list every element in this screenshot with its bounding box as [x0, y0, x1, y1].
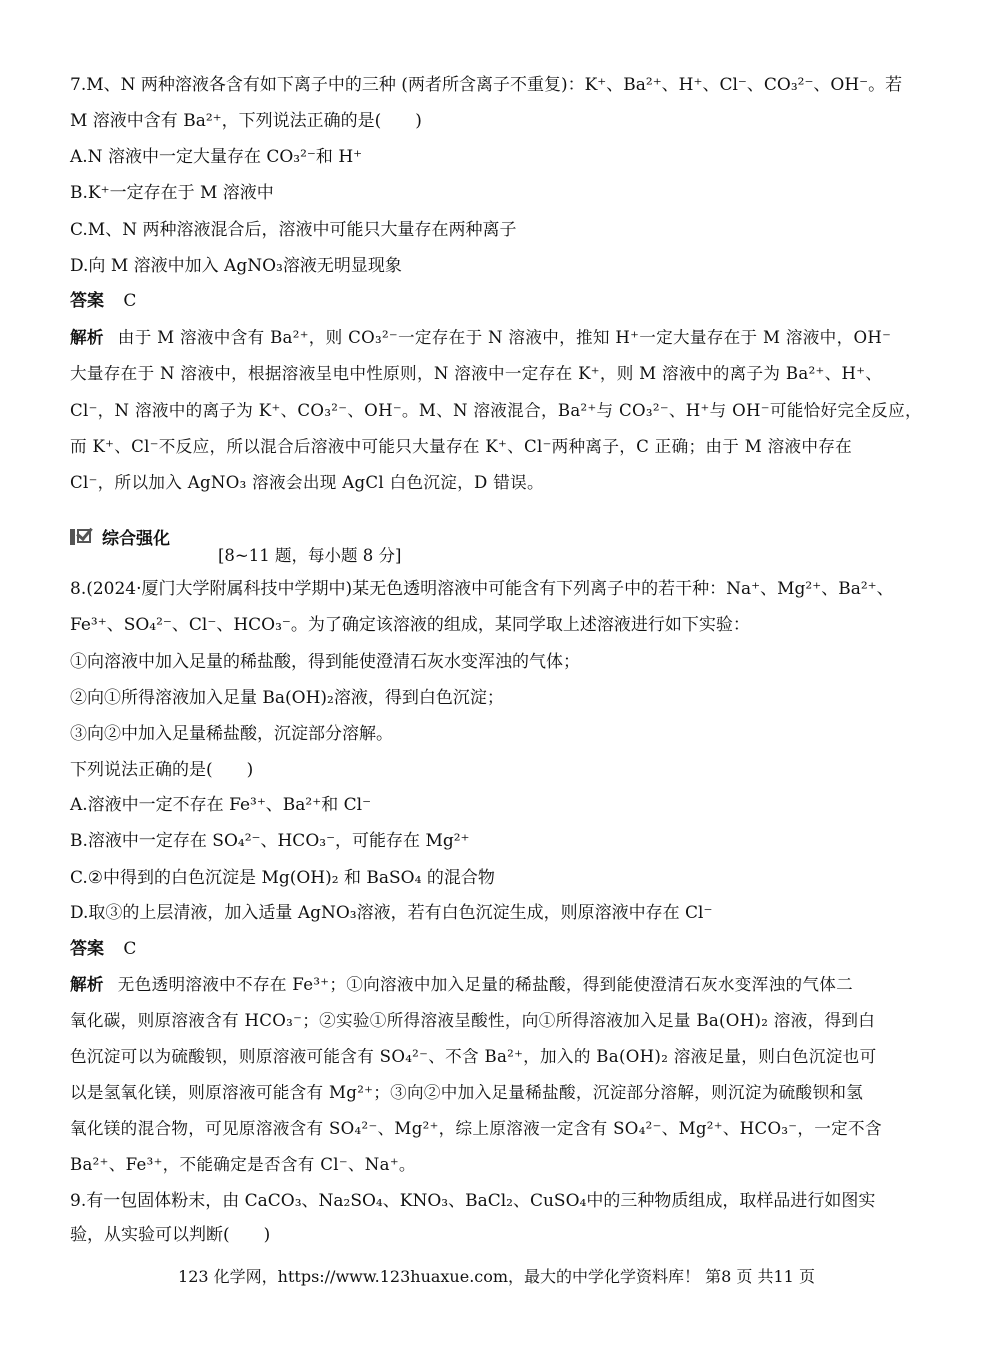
- q7-stem-line2: M 溶液中含有 Ba²⁺，下列说法正确的是( ): [70, 111, 422, 131]
- q8-analysis-line2: 氧化碳，则原溶液含有 HCO₃⁻；②实验①所得溶液呈酸性，向①所得溶液加入足量 Ba(OH)₂ 溶液，得到白: [70, 1011, 876, 1030]
- q8-stem-line1: 8.(2024·厦门大学附属科技中学期中)某无色透明溶液中可能含有下列离子中的若干种：Na⁺、Mg²⁺、Ba²⁺、: [70, 579, 894, 599]
- q8-step-2: ②向①所得溶液加入足量 Ba(OH)₂溶液，得到白色沉淀；: [70, 688, 504, 708]
- q9-stem-line1: 9.有一包固体粉末，由 CaCO₃、Na₂SO₄、KNO₃、BaCl₂、CuSO₄中的三种物质组成，取样品进行如图实: [70, 1191, 876, 1211]
- q7-analysis-line3: Cl⁻，N 溶液中的离子为 K⁺、CO₃²⁻、OH⁻。M、N 溶液混合，Ba²⁺与 CO₃²⁻、H⁺与 OH⁻可能恰好完全反应，: [70, 401, 922, 420]
- q8-option-c: C.②中得到的白色沉淀是 Mg(OH)₂ 和 BaSO₄ 的混合物: [70, 868, 495, 888]
- q8-analysis-text: 无色透明溶液中不存在 Fe³⁺；①向溶液中加入足量的稀盐酸，得到能使澄清石灰水变浑浊的气体二: [117, 975, 854, 994]
- q7-analysis-line5: Cl⁻，所以加入 AgNO₃ 溶液会出现 AgCl 白色沉淀，D 错误。: [70, 473, 544, 492]
- q7-analysis-label: 解析: [70, 328, 104, 347]
- q8-step-3: ③向②中加入足量稀盐酸，沉淀部分溶解。: [70, 724, 393, 744]
- q8-step-1: ①向溶液中加入足量的稀盐酸，得到能使澄清石灰水变浑浊的气体；: [70, 652, 580, 672]
- q7-analysis-line4: 而 K⁺、Cl⁻不反应，所以混合后溶液中可能只大量存在 K⁺、Cl⁻两种离子，C 正确；由于 M 溶液中存在: [70, 437, 853, 456]
- q8-option-a: A.溶液中一定不存在 Fe³⁺、Ba²⁺和 Cl⁻: [70, 795, 372, 815]
- q7-option-c: C.M、N 两种溶液混合后，溶液中可能只大量存在两种离子: [70, 220, 517, 240]
- q8-analysis-line3: 色沉淀可以为硫酸钡，则原溶液可能含有 SO₄²⁻、不含 Ba²⁺，加入的 Ba(OH)₂ 溶液足量，则白色沉淀也可: [70, 1047, 877, 1066]
- q8-analysis-line5: 氧化镁的混合物，可见原溶液含有 SO₄²⁻、Mg²⁺，综上原溶液一定含有 SO₄²⁻、Mg²⁺、HCO₃⁻，一定不含: [70, 1119, 882, 1138]
- q7-answer: [70, 289, 923, 313]
- q7-option-b: B.K⁺一定存在于 M 溶液中: [70, 183, 274, 203]
- page-footer: 123 化学网，https://www.123huaxue.com，最大的中学化学资料库！ 第8 页 共11 页: [178, 1267, 815, 1286]
- q7-analysis-line1: [70, 326, 923, 350]
- section-header: [70, 522, 170, 550]
- q7-option-d: D.向 M 溶液中加入 AgNO₃溶液无明显现象: [70, 256, 402, 276]
- q9-stem-line2: 验，从实验可以判断( ): [70, 1225, 271, 1245]
- q8-analysis-line4: 以是氢氧化镁，则原溶液可能含有 Mg²⁺；③向②中加入足量稀盐酸，沉淀部分溶解，则沉淀为硫酸钡和氢: [70, 1083, 864, 1102]
- checkbox-icon: [70, 527, 92, 545]
- q8-analysis-label: 解析: [70, 975, 104, 994]
- q7-answer-value: C: [123, 291, 137, 311]
- q8-option-d: D.取③的上层清液，加入适量 AgNO₃溶液，若有白色沉淀生成，则原溶液中存在 Cl⁻: [70, 903, 713, 923]
- q7-stem-line1: 7.M、N 两种溶液各含有如下离子中的三种 (两者所含离子不重复)：K⁺、Ba²⁺、H⁺、Cl⁻、CO₃²⁻、OH⁻。若: [70, 75, 903, 95]
- q8-answer: [70, 937, 923, 961]
- q8-option-b: B.溶液中一定存在 SO₄²⁻、HCO₃⁻，可能存在 Mg²⁺: [70, 831, 470, 851]
- q7-option-a: A.N 溶液中一定大量存在 CO₃²⁻和 H⁺: [70, 147, 363, 167]
- q8-question: 下列说法正确的是( ): [70, 760, 254, 780]
- q8-analysis-line6: Ba²⁺、Fe³⁺，不能确定是否含有 Cl⁻、Na⁺。: [70, 1155, 416, 1174]
- q7-answer-label: 答案: [70, 291, 104, 311]
- section-subtitle: [8~11 题，每小题 8 分]: [218, 546, 402, 565]
- q8-answer-label: 答案: [70, 939, 104, 959]
- section-title: 综合强化: [102, 528, 170, 549]
- q8-stem-line2: Fe³⁺、SO₄²⁻、Cl⁻、HCO₃⁻。为了确定该溶液的组成，某同学取上述溶液进行如下实验：: [70, 615, 750, 635]
- q8-analysis-line1: [70, 973, 923, 997]
- q7-analysis-text: 由于 M 溶液中含有 Ba²⁺，则 CO₃²⁻一定存在于 N 溶液中，推知 H⁺一定大量存在于 M 溶液中，OH⁻: [117, 328, 892, 347]
- q7-analysis-line2: 大量存在于 N 溶液中，根据溶液呈电中性原则，N 溶液中一定存在 K⁺，则 M 溶液中的离子为 Ba²⁺、H⁺、: [70, 364, 883, 383]
- q8-answer-value: C: [123, 939, 137, 959]
